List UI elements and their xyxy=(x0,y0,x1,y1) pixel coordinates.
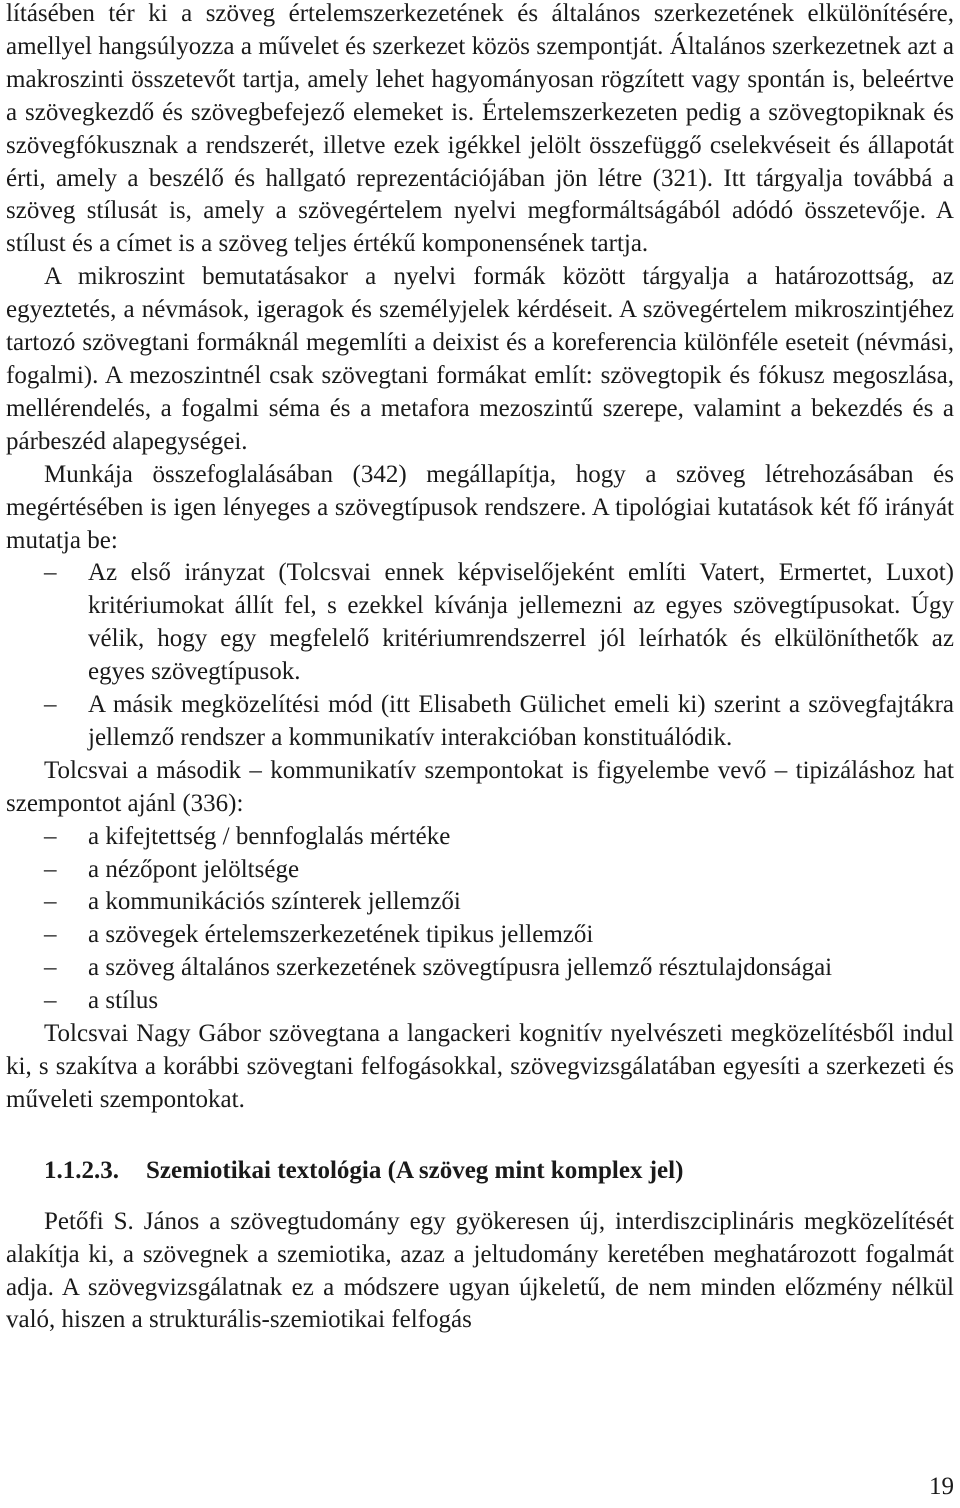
list-item-text: Az első irányzat (Tolcsvai ennek képviselőjeként említi Vatert, Ermertet, Luxot) kritériumokat állít fel, s ezekkel kívánja jellemezni az egyes szövegtípusokat. Úgy vélik, hogy egy megfelelő kritériumrendszerrel jól leírhatók és elkülöníthetők az egyes szövegtípusok. xyxy=(88,559,954,686)
list-item xyxy=(6,985,954,1018)
list-item-text: a szövegek értelemszerkezetének tipikus jellemzői xyxy=(88,921,594,949)
section-heading xyxy=(6,1155,954,1188)
section-title: Szemiotikai textológia (A szöveg mint komplex jel) xyxy=(146,1156,684,1184)
list-item-text: a nézőpont jelöltsége xyxy=(88,855,300,883)
paragraph-summary: Munkája összefoglalásában (342) megállapítja, hogy a szöveg létrehozásában és megértésében is igen lényeges a szövegtípusok rendszere. A tipológiai kutatások két fő irányát mutatja be: xyxy=(6,460,954,554)
page-number: 19 xyxy=(929,1473,954,1501)
dash-bullet: – xyxy=(44,987,57,1015)
list-item-text: a szöveg általános szerkezetének szövegtípusra jellemző résztulajdonságai xyxy=(88,954,833,982)
list-item xyxy=(6,557,954,689)
list-item xyxy=(6,689,954,755)
list-item-text: a stílus xyxy=(88,987,159,1015)
dash-bullet: – xyxy=(44,921,57,949)
list-item xyxy=(6,821,954,854)
dash-bullet: – xyxy=(44,954,57,982)
list-item xyxy=(6,886,954,919)
dash-bullet: – xyxy=(44,855,57,883)
dash-bullet: – xyxy=(44,559,57,587)
list-item-text: a kifejtettség / bennfoglalás mértéke xyxy=(88,822,451,850)
paragraph-structure: lításében tér ki a szöveg értelemszerkezetének és általános szerkezetének elkülönítésére, amellyel hangsúlyozza a művelet és szerkezet közös szempontját. Általános szerkezetnek azt a makroszinti összetevőt tartja, amely lehet hagyományosan rögzített vagy spontán is, beleértve a szövegkezdő és szövegbefejező elemeket is. Értelemszerkezeten pedig a szövegtopiknak és szövegfókusznak a rendszerét, illetve ezek igékkel jelölt összefüggő cselekvéseit és állapotát érti, amely a beszélő és hallgató reprezentációjában jön létre (321). Itt tárgyalja továbbá a szöveg stílusát is, amely a szövegértelem nyelvi megformáltságából adódó összetevője. A stílust és a címet is a szöveg teljes értékű komponensének tartja. xyxy=(6,0,954,258)
dash-bullet: – xyxy=(44,888,57,916)
list-item xyxy=(6,854,954,887)
paragraph-microlevel: A mikroszint bemutatásakor a nyelvi formák között tárgyalja a határozottság, az egyeztetés, a névmások, igeragok és személyjelek kérdéseit. A szövegértelem mikroszintjéhez tartozó szövegtani formáknál megemlíti a deixist és a koreferencia különféle eseteit (névmási, fogalmi). A mezoszintnél csak szövegtani formákat említ: szövegtopik és fókusz megoszlása, mellérendelés, a fogalmi séma és a metafora mezoszintű szerepe, valamint a bekezdés és a párbeszéd alapegységei. xyxy=(6,263,954,455)
list-item-text: A másik megközelítési mód (itt Elisabeth Gülichet emeli ki) szerint a szövegfajtákra jellemző rendszer a kommunikatív interakcióban konstituálódik. xyxy=(88,691,954,751)
list-item xyxy=(6,919,954,952)
dash-bullet: – xyxy=(44,691,57,719)
dash-bullet: – xyxy=(44,822,57,850)
paragraph-semiotics: Petőfi S. János a szövegtudomány egy gyökeresen új, interdiszciplináris megközelítését alakítja ki, a szövegnek a szemiotika, azaz a jeltudomány keretében meghatározott fogalmát adja. A szövegvizsgálatnak ez a módszere ugyan újkeletű, de nem minden előzmény nélkül való, hiszen a strukturális-szemiotikai felfogás xyxy=(6,1207,954,1334)
criteria-list xyxy=(6,821,954,1018)
page-body xyxy=(6,0,954,1337)
typology-list xyxy=(6,557,954,754)
paragraph-conclusion: Tolcsvai Nagy Gábor szövegtana a langackeri kognitív nyelvészeti megközelítésből indul ki, s szakítva a korábbi szövegtani felfogásokkal, szövegvizsgálatában egyesíti a szerkezeti és műveleti szempontokat. xyxy=(6,1020,954,1113)
section-number: 1.1.2.3. xyxy=(44,1156,119,1184)
list-item-text: a kommunikációs színterek jellemzői xyxy=(88,888,461,916)
list-item xyxy=(6,952,954,985)
paragraph-criteria-intro: Tolcsvai a második – kommunikatív szempontokat is figyelembe vevő – tipizáláshoz hat szempontot ajánl (336): xyxy=(6,756,954,817)
